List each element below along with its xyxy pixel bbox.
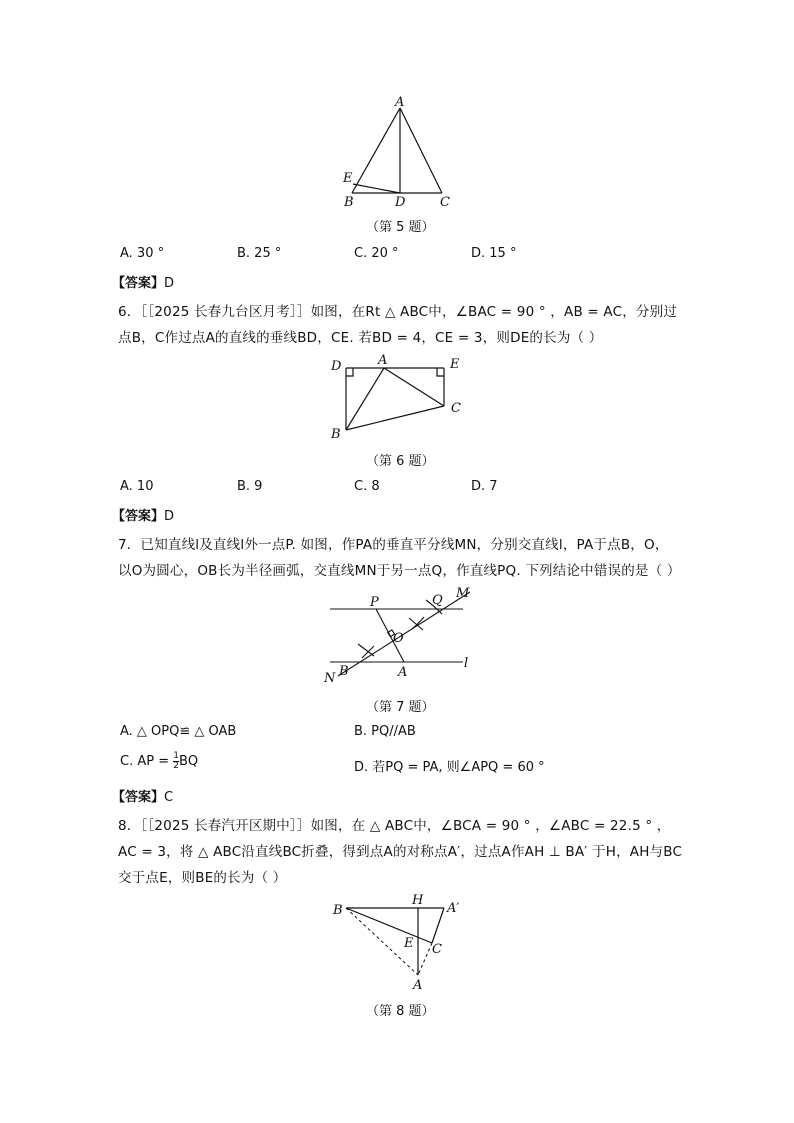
fig6-right-angle-e: [437, 368, 444, 376]
fig6-label-e: E: [450, 357, 460, 372]
q7-option-c: [120, 752, 198, 771]
fig6-label-b: B: [331, 427, 341, 442]
fig5-segment-ed: [353, 184, 400, 193]
fig8-label-a: A: [413, 978, 423, 993]
fig8-label-c: C: [432, 942, 442, 957]
fig8-label-h: H: [412, 893, 424, 908]
q7-answer-tag: 【答案】: [112, 790, 165, 805]
fig8-label-a-prime: A′: [447, 901, 460, 916]
fig6-label-a: A: [378, 353, 388, 368]
fig7-label-o: O: [393, 631, 404, 646]
q6-option-b: B. 9: [237, 479, 263, 494]
q6-option-a: A. 10: [120, 479, 154, 494]
fig6-right-angle-d: [346, 368, 353, 376]
fig6-segment-bc: [346, 406, 444, 430]
q7-option-a: A. △ OPQ≌ △ OAB: [120, 724, 237, 739]
fig5-label-e: E: [343, 171, 353, 186]
q7-option-c-numerator: 1: [173, 751, 179, 761]
fig6-segment-ac: [384, 368, 444, 406]
fig6-label-c: C: [451, 401, 461, 416]
q7-answer: [112, 786, 173, 805]
q8-stem-line2: AC = 3，将 △ ABC沿直线BC折叠，得到点A的对称点A′，过点A作AH ⊥ BA′ 于H，AH与BC: [118, 844, 683, 860]
q6-option-c: C. 8: [354, 479, 380, 494]
fig5-caption: （第 5 题）: [366, 220, 435, 235]
q6-option-d: D. 7: [471, 479, 498, 494]
fig5-segment-ab: [352, 108, 400, 193]
fig6-segment-ab: [346, 368, 384, 430]
figure-6: [322, 352, 482, 446]
q7-stem-line2: 以O为圆心，OB长为半径画弧，交直线MN于另一点Q，作直线PQ. 下列结论中错误的是（ ）: [118, 563, 681, 579]
q8-stem-line1: 8．［［2025 长春汽开区期中］］如图，在 △ ABC中，∠BCA = 90 ° ，∠ABC = 22.5 ° ，: [118, 818, 671, 834]
q7-stem-line1: 7．已知直线l及直线l外一点P. 如图，作PA的垂直平分线MN，分别交直线l，PA于点B，O，: [118, 537, 669, 553]
fig7-label-a: A: [398, 665, 408, 680]
fig8-label-e: E: [404, 936, 414, 951]
q6-stem-line1: 6．［［2025 长春九台区月考］］如图，在Rt △ ABC中，∠BAC = 90 ° ，AB = AC，分别过: [118, 304, 678, 320]
q5-option-a: A. 30 °: [120, 246, 165, 261]
q7-option-c-denominator: 2: [173, 761, 179, 771]
fig7-label-l: l: [464, 656, 469, 671]
figure-8: [326, 890, 476, 994]
q7-option-b: B. PQ//AB: [354, 724, 416, 739]
q7-answer-value: C: [164, 790, 174, 805]
fig8-label-b: B: [333, 903, 343, 918]
q5-option-c: C. 20 °: [354, 246, 399, 261]
fig7-label-p: P: [370, 595, 379, 610]
q5-option-b: B. 25 °: [237, 246, 282, 261]
q5-answer: [112, 272, 174, 291]
fig7-label-b: B: [339, 664, 349, 679]
fig7-line-mn: [338, 592, 470, 676]
fig6-caption: （第 6 题）: [366, 454, 435, 469]
q5-answer-value: D: [164, 276, 175, 291]
fig6-label-d: D: [331, 359, 342, 374]
fig8-segment-ca-dashed: [418, 943, 432, 975]
figure-5: [330, 92, 470, 212]
fig5-label-b: B: [344, 195, 354, 210]
q7-option-d: D. 若PQ = PA, 则∠APQ = 60 °: [354, 760, 545, 775]
q5-option-d: D. 15 °: [471, 246, 517, 261]
fig5-label-d: D: [395, 195, 406, 210]
fig7-label-q: Q: [432, 593, 443, 608]
fig7-label-n: N: [324, 671, 336, 686]
fig8-caption: （第 8 题）: [366, 1004, 435, 1019]
q6-answer-value: D: [164, 509, 175, 524]
q7-option-c-suffix: BQ: [178, 754, 199, 769]
fig5-label-c: C: [440, 195, 450, 210]
fig7-caption: （第 7 题）: [366, 700, 435, 715]
q6-answer-tag: 【答案】: [112, 509, 165, 524]
q6-stem-line2: 点B，C作过点A的直线的垂线BD，CE. 若BD = 4，CE = 3，则DE的长为（ ）: [118, 330, 603, 346]
fig5-segment-ac: [400, 108, 442, 193]
fig5-label-a: A: [395, 95, 405, 110]
fig8-segment-bc: [346, 908, 432, 943]
fig7-label-m: M: [456, 586, 470, 601]
q8-stem-line3: 交于点E，则BE的长为（ ）: [118, 870, 287, 886]
q6-answer: [112, 505, 174, 524]
figure-7: [318, 584, 488, 688]
fig8-segment-a1c: [432, 908, 444, 943]
q5-answer-tag: 【答案】: [112, 276, 165, 291]
q7-option-c-prefix: C. AP =: [120, 754, 174, 769]
